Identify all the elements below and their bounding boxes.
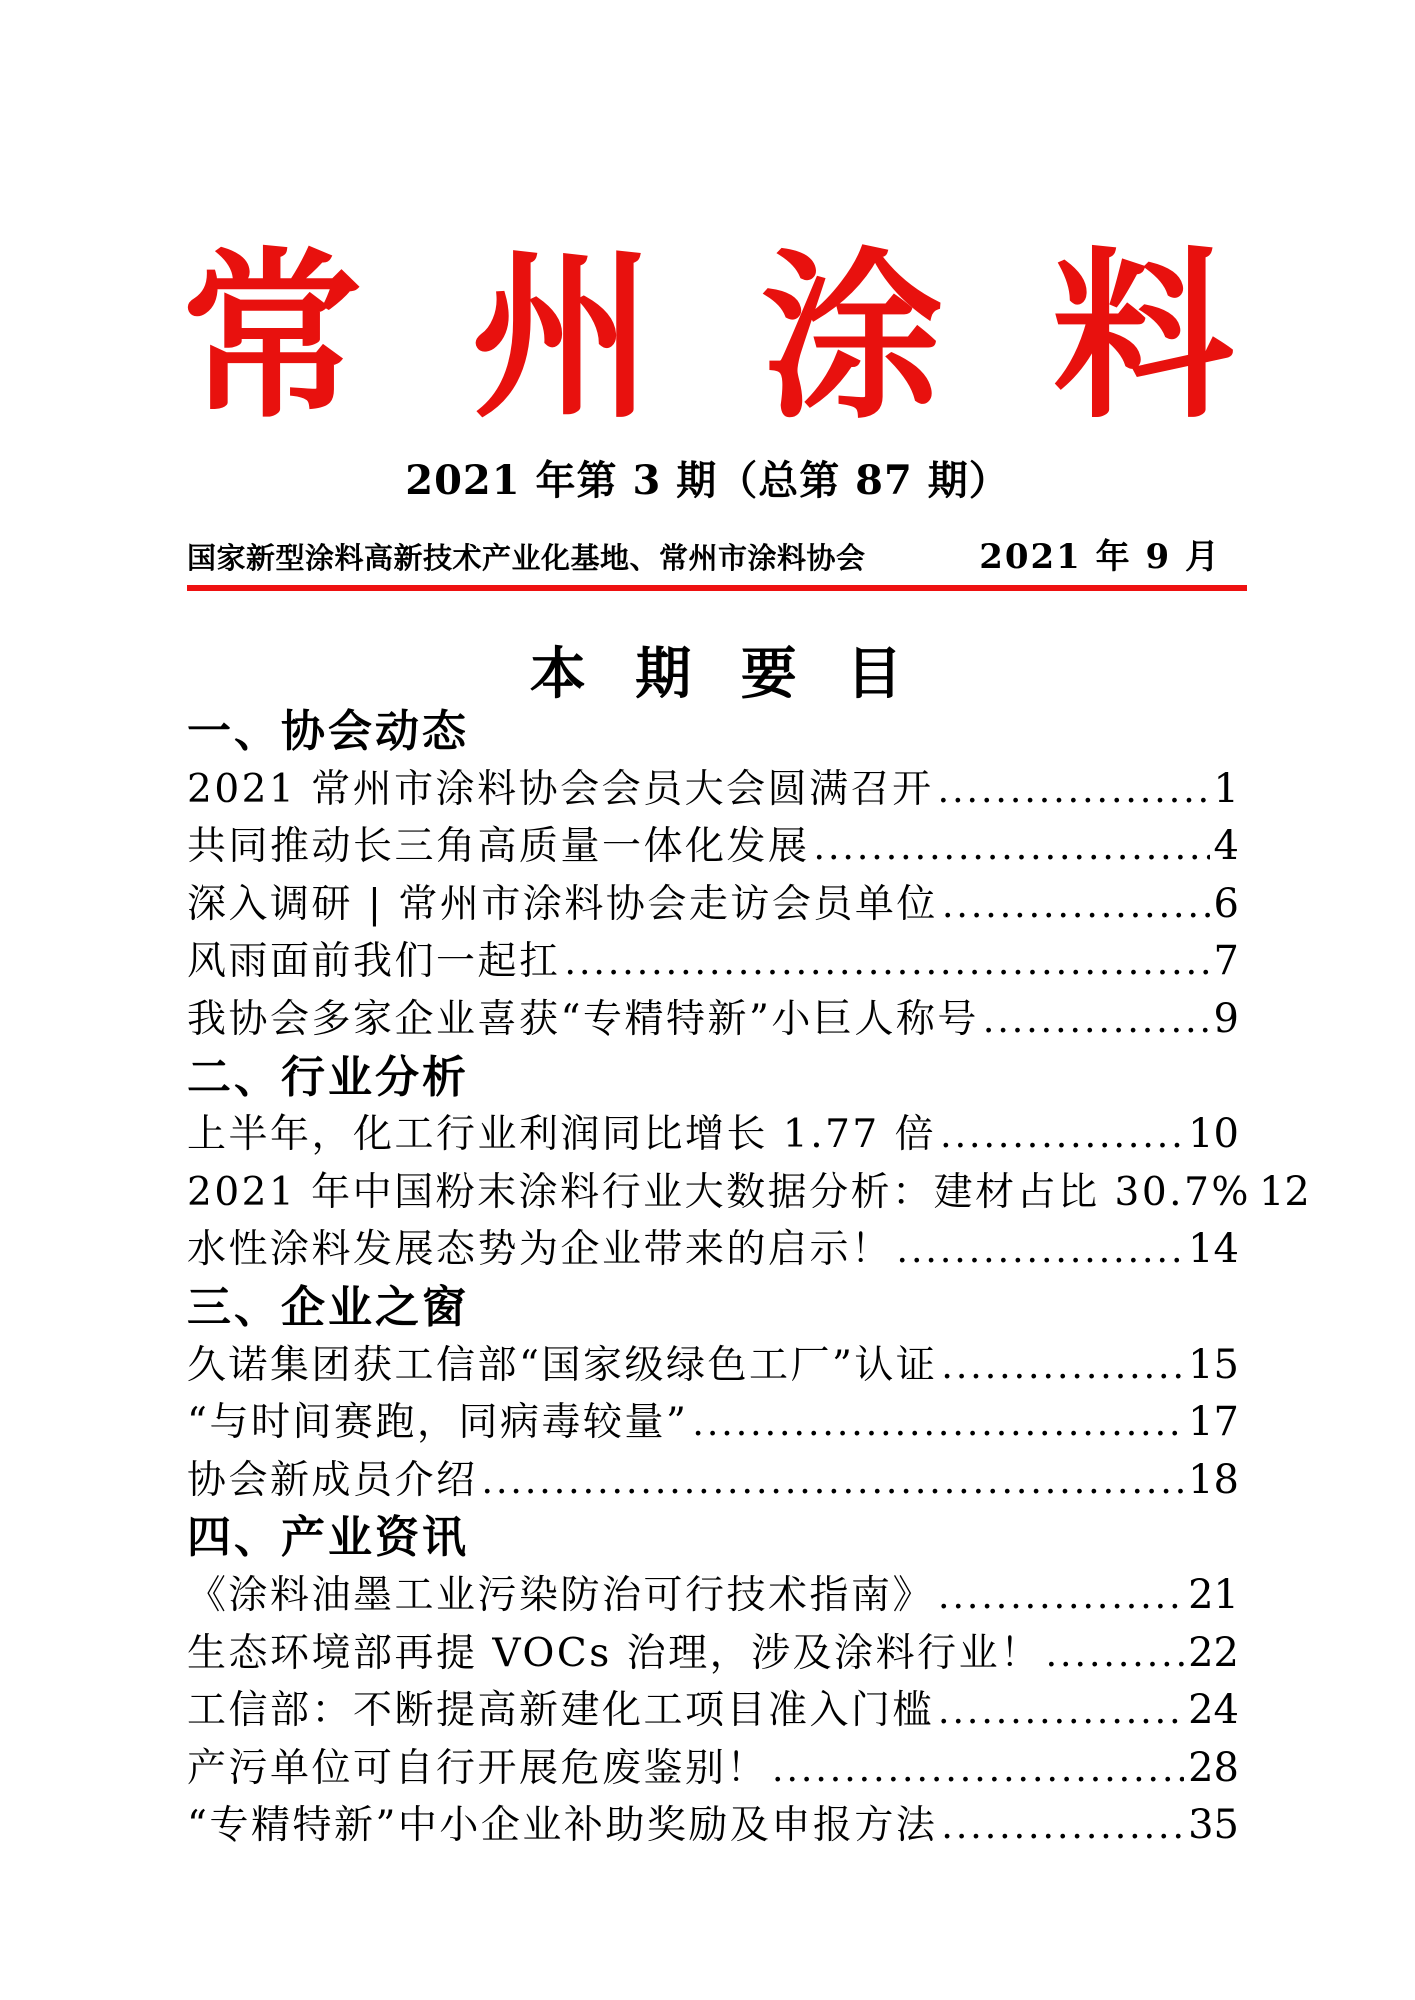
toc-entry-title: 风雨面前我们一起扛 [187, 939, 561, 985]
toc-entry [187, 1625, 1247, 1683]
toc-entry-title: 协会新成员介绍 [187, 1457, 478, 1503]
toc-entry [187, 1797, 1247, 1855]
toc-entry-title: 工信部：不断提高新建化工项目准入门槛 [187, 1688, 935, 1734]
dot-leader [941, 1798, 1184, 1862]
toc-section-heading-1: 一、协会动态 [187, 706, 469, 757]
toc-entry-page: 14 [1188, 1226, 1239, 1273]
dot-leader [938, 762, 1210, 826]
table-of-contents [187, 703, 1310, 1855]
toc-entry-title: 久诺集团获工信部“国家级绿色工厂”认证 [187, 1342, 938, 1388]
toc-entry [187, 1106, 1247, 1164]
issue-line: 2021 年第 3 期（总第 87 期） [405, 457, 1010, 504]
toc-entry-page: 7 [1213, 938, 1239, 985]
dot-leader [814, 819, 1210, 883]
toc-entry-page: 24 [1188, 1687, 1239, 1734]
toc-entry-page: 1 [1213, 765, 1239, 812]
toc-entry-title: 共同推动长三角高质量一体化发展 [187, 824, 810, 870]
toc-section-heading-3: 三、企业之窗 [187, 1281, 469, 1333]
toc-entry [187, 1164, 1310, 1222]
toc-entry-page: 9 [1213, 995, 1239, 1042]
toc-entry-page: 10 [1188, 1111, 1239, 1158]
publisher-name: 国家新型涂料高新技术产业化基地、常州市涂料协会 [187, 541, 866, 575]
toc-entry-title: 2021 年中国粉末涂料行业大数据分析：建材占比 30.7% [187, 1169, 1251, 1215]
dot-leader [897, 1222, 1185, 1286]
toc-entry-page: 35 [1188, 1802, 1239, 1849]
toc-entry-title: 我协会多家企业喜获“专精特新”小巨人称号 [187, 996, 979, 1042]
toc-entry [187, 761, 1247, 819]
content-column [187, 0, 1310, 2000]
toc-entry [187, 818, 1247, 876]
toc-section-heading-4: 四、产业资讯 [187, 1512, 469, 1564]
toc-entry-title: 深入调研 | 常州市涂料协会走访会员单位 [187, 881, 938, 927]
toc-entry-page: 21 [1188, 1571, 1239, 1618]
toc-section-heading-2: 二、行业分析 [187, 1051, 469, 1103]
toc-entry-title: “专精特新”中小企业补助奖励及申报方法 [187, 1803, 938, 1849]
toc-entry [187, 876, 1247, 934]
toc-entry [187, 1452, 1247, 1510]
toc-entry-page: 12 [1258, 1168, 1310, 1215]
toc-entry-title: 生态环境部再提 VOCs 治理，涉及涂料行业！ [187, 1630, 1042, 1676]
toc-entry [187, 1337, 1247, 1395]
toc-entry-page: 28 [1188, 1744, 1239, 1791]
toc-entry-title: 《涂料油墨工业污染防治可行技术指南》 [187, 1572, 935, 1618]
dot-leader [983, 992, 1210, 1056]
newsletter-title: 常 州 涂 料 [180, 229, 1235, 443]
red-divider-rule [187, 585, 1247, 591]
toc-entry-page: 17 [1188, 1399, 1239, 1446]
toc-entry-title: 水性涂料发展态势为企业带来的启示！ [187, 1227, 893, 1273]
toc-entry [187, 991, 1247, 1049]
toc-title: 本 期 要 目 [529, 642, 905, 707]
dot-leader [942, 877, 1210, 941]
dot-leader [938, 1568, 1184, 1632]
dot-leader [938, 1683, 1184, 1747]
publication-date: 2021 年 9 月 [979, 537, 1221, 577]
toc-entry-page: 15 [1188, 1341, 1239, 1388]
dot-leader [692, 1395, 1184, 1459]
toc-entry-page: 4 [1213, 823, 1239, 870]
dot-leader [941, 1338, 1184, 1402]
toc-entry-title: “与时间赛跑，同病毒较量” [187, 1400, 689, 1446]
toc-entry [187, 1740, 1247, 1798]
toc-entry-page: 18 [1188, 1456, 1239, 1503]
toc-entry-title: 上半年，化工行业利润同比增长 1.77 倍 [187, 1112, 937, 1158]
dot-leader [1046, 1626, 1184, 1690]
toc-entry [187, 1394, 1247, 1452]
toc-entry [187, 1682, 1247, 1740]
dot-leader [482, 1453, 1185, 1517]
dot-leader [565, 934, 1210, 998]
toc-entry-title: 产污单位可自行开展危废鉴别！ [187, 1745, 769, 1791]
publisher-row [187, 538, 1247, 577]
toc-entry-page: 6 [1213, 880, 1239, 927]
toc-entry-title: 2021 常州市涂料协会会员大会圆满召开 [187, 766, 934, 812]
toc-entry [187, 933, 1247, 991]
dot-leader [940, 1107, 1184, 1171]
toc-entry-page: 22 [1188, 1629, 1239, 1676]
toc-entry [187, 1221, 1247, 1279]
toc-entry [187, 1567, 1247, 1625]
dot-leader [772, 1741, 1184, 1805]
